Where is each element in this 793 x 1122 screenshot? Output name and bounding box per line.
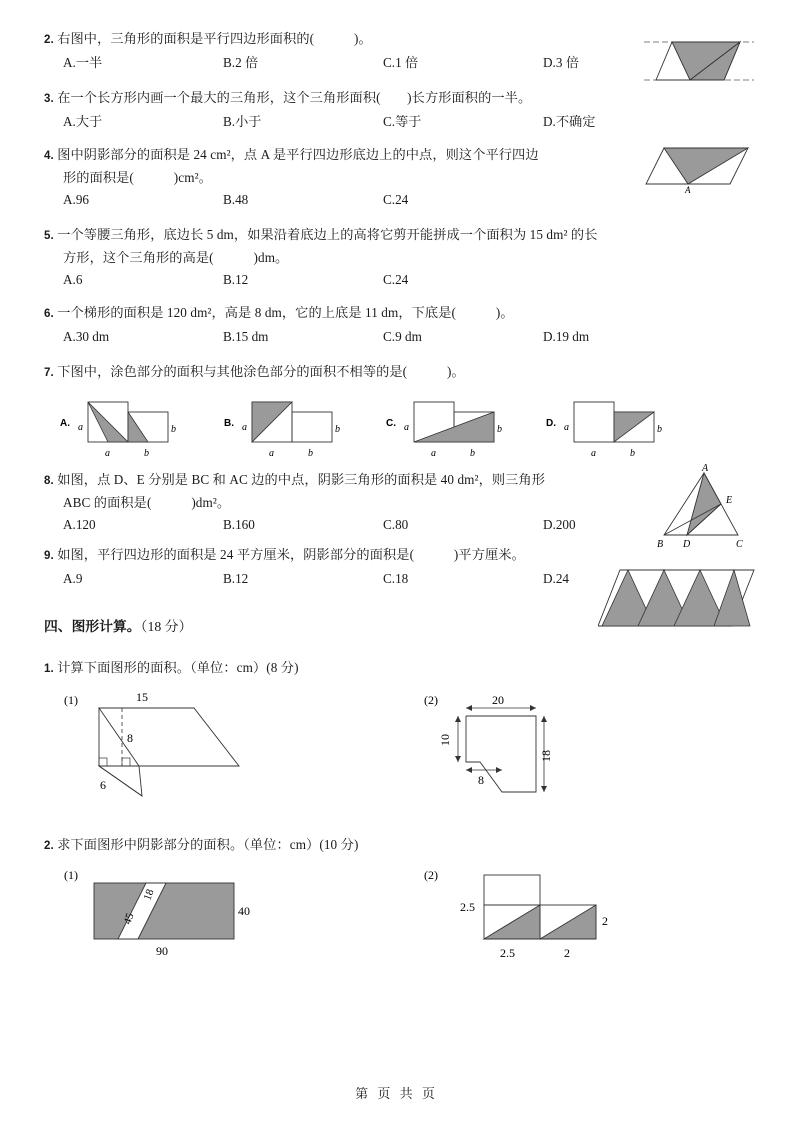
section4-sub2 xyxy=(44,834,750,973)
question-4-stem-line2: 形的面积是( )cm²。 xyxy=(63,170,212,185)
section4-sub1 xyxy=(44,657,750,804)
question-7-figure-a xyxy=(58,390,196,463)
svg-text:2.5: 2.5 xyxy=(500,946,515,960)
section4-sub2-number: 2. xyxy=(44,840,54,852)
option-b[interactable]: B.2 倍 xyxy=(223,55,259,70)
svg-text:A.: A. xyxy=(60,418,70,429)
option-d[interactable]: D.24 xyxy=(543,571,570,586)
question-7-figure-c xyxy=(384,390,522,463)
question-5-stem-line2: 方形，这个三角形的高是( )dm。 xyxy=(63,250,289,265)
svg-text:b: b xyxy=(144,448,149,458)
option-a[interactable]: A.6 xyxy=(63,272,83,287)
svg-text:(2): (2) xyxy=(424,868,438,882)
question-8-stem-line2: ABC 的面积是( )dm²。 xyxy=(63,495,231,510)
svg-text:a: a xyxy=(269,448,274,458)
question-7-figures xyxy=(44,388,750,460)
svg-text:a: a xyxy=(242,422,247,433)
question-9-stem xyxy=(44,544,750,567)
svg-text:(2): (2) xyxy=(424,693,438,707)
option-c[interactable]: C.9 dm xyxy=(383,329,422,344)
question-5 xyxy=(44,224,750,290)
svg-text:2: 2 xyxy=(564,946,570,960)
question-9-number: 9. xyxy=(44,550,54,562)
svg-text:2: 2 xyxy=(602,914,608,928)
svg-text:A: A xyxy=(685,185,691,194)
svg-text:C: C xyxy=(736,539,743,550)
section4-sub1-stem xyxy=(44,657,750,680)
svg-text:18: 18 xyxy=(539,750,553,762)
option-d[interactable]: D.不确定 xyxy=(543,114,596,129)
question-2-number: 2. xyxy=(44,34,54,46)
svg-text:18: 18 xyxy=(141,887,157,903)
option-c[interactable]: C.24 xyxy=(383,192,409,207)
question-3 xyxy=(44,87,750,132)
option-b[interactable]: B.48 xyxy=(223,192,249,207)
option-c[interactable]: C.80 xyxy=(383,517,409,532)
svg-text:(1): (1) xyxy=(64,868,78,882)
question-4-number: 4. xyxy=(44,150,54,162)
option-b[interactable]: B.12 xyxy=(223,272,249,287)
section4-sub2-figures xyxy=(44,863,750,973)
question-2-text: 右图中，三角形的面积是平行四边形面积的( )。 xyxy=(57,31,372,46)
section-4-title: 四、图形计算。 xyxy=(44,619,141,634)
page-content xyxy=(44,28,750,982)
question-8 xyxy=(44,463,750,550)
section4-sub1-figure2 xyxy=(424,686,654,807)
svg-text:A: A xyxy=(702,463,709,474)
section4-sub1-text: 计算下面图形的面积。（单位：cm）(8 分) xyxy=(57,660,299,675)
svg-text:b: b xyxy=(497,424,502,435)
svg-text:a: a xyxy=(431,448,436,458)
svg-text:D: D xyxy=(683,539,691,550)
question-3-stem xyxy=(44,87,750,110)
svg-text:40: 40 xyxy=(238,904,250,918)
question-5-options xyxy=(44,270,750,290)
svg-text:B.: B. xyxy=(224,418,234,429)
question-6-text: 一个梯形的面积是 120 dm²，高是 8 dm，它的上底是 11 dm，下底是( )。 xyxy=(57,305,514,320)
question-7-stem xyxy=(44,361,750,384)
question-6-stem xyxy=(44,302,750,325)
option-c[interactable]: C.24 xyxy=(383,272,409,287)
question-4-figure xyxy=(644,142,754,194)
question-7-figure-b xyxy=(222,390,360,463)
question-8-figure xyxy=(638,463,758,553)
svg-text:10: 10 xyxy=(438,734,452,746)
option-a[interactable]: A.96 xyxy=(63,192,90,207)
option-d[interactable]: D.19 dm xyxy=(543,329,590,344)
svg-text:b: b xyxy=(171,424,176,435)
svg-text:C.: C. xyxy=(386,418,396,429)
option-b[interactable]: B.15 dm xyxy=(223,329,269,344)
question-9-figure xyxy=(598,566,758,634)
svg-text:8: 8 xyxy=(127,731,133,745)
question-9-text: 如图，平行四边形的面积是 24 平方厘米，阴影部分的面积是( )平方厘米。 xyxy=(57,547,525,562)
option-a[interactable]: A.9 xyxy=(63,571,83,586)
question-4 xyxy=(44,144,750,210)
section4-sub1-number: 1. xyxy=(44,663,54,675)
section4-sub2-text: 求下面图形中阴影部分的面积。（单位：cm）(10 分) xyxy=(57,837,359,852)
question-6 xyxy=(44,302,750,347)
section4-sub2-stem xyxy=(44,834,750,857)
option-c[interactable]: C.等于 xyxy=(383,114,422,129)
svg-text:b: b xyxy=(308,448,313,458)
question-7-text: 下图中，涂色部分的面积与其他涂色部分的面积不相等的是( )。 xyxy=(57,364,465,379)
question-6-options xyxy=(44,327,750,347)
option-b[interactable]: B.12 xyxy=(223,571,249,586)
question-9 xyxy=(44,544,750,589)
svg-text:b: b xyxy=(630,448,635,458)
svg-text:b: b xyxy=(335,424,340,435)
option-d[interactable]: D.200 xyxy=(543,517,576,532)
svg-text:b: b xyxy=(657,424,662,435)
section-4-points: （18 分） xyxy=(140,619,193,634)
question-4-text-1: 图中阴影部分的面积是 24 cm²，点 A 是平行四边形底边上的中点，则这个平行四边 xyxy=(57,147,539,162)
question-7-number: 7. xyxy=(44,367,54,379)
svg-text:a: a xyxy=(78,422,83,433)
option-c[interactable]: C.1 倍 xyxy=(383,55,419,70)
question-2 xyxy=(44,28,750,73)
section4-sub1-figures xyxy=(44,686,750,804)
svg-text:90: 90 xyxy=(156,944,168,958)
page-footer: 第 页 共 页 xyxy=(355,1086,438,1101)
question-3-text: 在一个长方形内画一个最大的三角形，这个三角形面积( )长方形面积的一半。 xyxy=(57,90,532,105)
question-8-number: 8. xyxy=(44,475,54,487)
question-5-stem-line1 xyxy=(44,224,750,247)
option-d[interactable]: D.3 倍 xyxy=(543,55,579,70)
svg-text:a: a xyxy=(564,422,569,433)
svg-text:B: B xyxy=(657,539,664,550)
option-a[interactable]: A.一半 xyxy=(63,55,103,70)
section4-sub1-figure1 xyxy=(64,686,284,807)
svg-text:(1): (1) xyxy=(64,693,78,707)
question-7 xyxy=(44,361,750,460)
svg-text:2.5: 2.5 xyxy=(460,900,475,914)
option-a[interactable]: A.30 dm xyxy=(63,329,110,344)
option-c[interactable]: C.18 xyxy=(383,571,409,586)
svg-text:a: a xyxy=(404,422,409,433)
question-3-number: 3. xyxy=(44,93,54,105)
option-b[interactable]: B.160 xyxy=(223,517,255,532)
svg-text:15: 15 xyxy=(136,690,148,704)
svg-text:6: 6 xyxy=(100,778,106,792)
option-a[interactable]: A.120 xyxy=(63,517,96,532)
svg-text:b: b xyxy=(470,448,475,458)
question-3-options xyxy=(44,112,750,132)
svg-text:E: E xyxy=(726,495,733,506)
question-5-text-1: 一个等腰三角形，底边长 5 dm，如果沿着底边上的高将它剪开能拼成一个面积为 15 dm² 的长 xyxy=(57,227,598,242)
question-8-text-1: 如图，点 D、E 分别是 BC 和 AC 边的中点，阴影三角形的面积是 40 dm²，则三角形 xyxy=(57,472,546,487)
option-b[interactable]: B.小于 xyxy=(223,114,262,129)
question-2-figure xyxy=(644,28,754,88)
question-7-figure-d xyxy=(544,390,682,463)
svg-text:a: a xyxy=(591,448,596,458)
svg-text:45: 45 xyxy=(121,911,137,927)
option-a[interactable]: A.大于 xyxy=(63,114,103,129)
question-5-number: 5. xyxy=(44,230,54,242)
question-6-number: 6. xyxy=(44,308,54,320)
svg-text:a: a xyxy=(105,448,110,458)
svg-text:D.: D. xyxy=(546,418,556,429)
svg-text:8: 8 xyxy=(478,773,484,787)
section4-sub2-figure1 xyxy=(64,863,294,974)
svg-text:20: 20 xyxy=(492,693,504,707)
section4-sub2-figure2 xyxy=(424,863,654,974)
